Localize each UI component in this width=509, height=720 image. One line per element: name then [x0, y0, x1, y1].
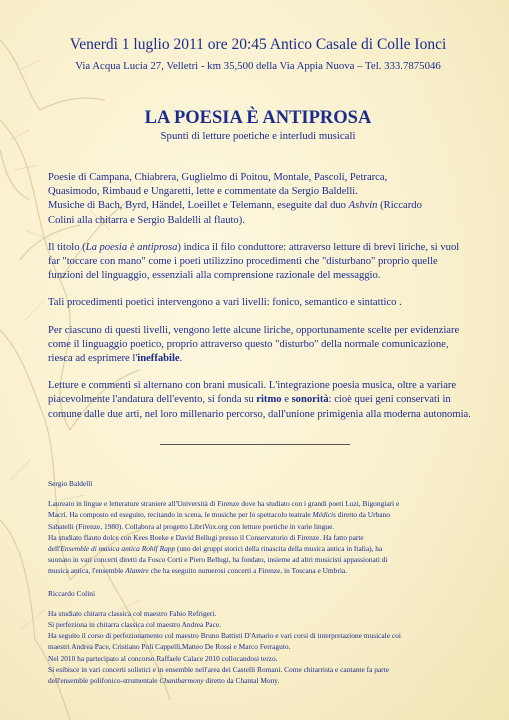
bio-line	[48, 543, 468, 554]
event-description	[48, 171, 473, 435]
bio-line: Ha seguito il corso di perfezionamento col maestro Bruno Battisti D'Amario e vari corsi di interpretazione musicale coi	[48, 631, 401, 641]
performer-bios	[48, 478, 468, 697]
text-span: diretto da Chantal Mony.	[203, 676, 280, 686]
bio-line: maestri Andrea Pace, Cristiano Poli Cappelli,Matteo De Rossi e Marco Ferraguto.	[48, 642, 291, 652]
levels-paragraph: Tali procedimenti poetici intervengono a vari livelli: fonico, semantico e sintattico .	[48, 297, 402, 309]
bio-line	[48, 509, 468, 520]
bio-name-colini: Riccardo Colini	[48, 588, 96, 598]
bio-line	[48, 565, 468, 576]
bio-line: Laureato in lingue e letterature straniere all'Università di Firenze dove ha studiato con i grandi poeti Luzi, Bigongiari e	[48, 499, 400, 509]
text-span: diretto da Urbano	[335, 510, 390, 520]
program-line: Musiche di Bach, Byrd, Händel, Loeillet e Telemann, eseguite dal duo	[48, 200, 349, 212]
program-line: Colini alla chitarra e Sergio Baldelli al flauto).	[48, 214, 245, 226]
event-title: LA POESIA È ANTIPROSA	[144, 108, 372, 128]
music-paragraph	[48, 379, 473, 422]
bio-line: Ha studiato flauto dolce con Kees Boeke e David Bellugi presso il Conservatorio di Firenze. Ha fatto parte	[48, 532, 364, 542]
title-italic: La poesia è antiprosa	[85, 241, 178, 253]
program-line: (Riccardo	[377, 200, 422, 212]
text-span: Per ciascuno di questi livelli, vengono lette alcune liriche, opportunamente scelte per evidenziare come il linguaggio poetico, proprio attraverso questo "disturbo" della normale comunicazione, riesca ad esprimere l'	[48, 324, 460, 365]
text-span: Macrì. Ha composto ed eseguito, recitando in scena, le musiche per lo spettacolo teatrale	[48, 510, 313, 520]
bio-line	[48, 675, 468, 686]
show-title: Médicis	[312, 510, 336, 520]
bio-line: Nel 2010 ha partecipato al concorso Raffaele Calace 2010 collocandosi terzo.	[48, 653, 278, 663]
text-span: (uno dei gruppi storici della rinascita della musica antica in Italia), ha	[175, 544, 383, 554]
bio-line: Si esibisce in vari concerti solistici e in ensemble nell'area dei Castelli Romani. Come chitarrista e cantante fa parte	[48, 664, 389, 674]
bio-line: Ha studiato chitarra classica col maestro Fabio Refrigeri.	[48, 608, 217, 618]
sonorita-bold: sonorità	[291, 394, 329, 406]
program-line: Poesie di Campana, Chiabrera, Guglielmo di Poitou, Montale, Pascoli, Petrarca,	[48, 172, 388, 183]
program-line: Quasimodo, Rimbaud e Ungaretti, lette e commentate da Sergio Baldelli.	[48, 186, 358, 198]
text-span: Il titolo (	[48, 241, 86, 253]
levels-detail-paragraph	[48, 324, 473, 367]
text-span: : cioè quei geni conservati in comune dalle due arti, nel loro millenario percorso, dall'unione primigenia alla moderna autonomia.	[48, 394, 471, 420]
text-span: Letture e commenti si alternano con brani musicali. L'integrazione poesia musica, oltre a variare piacevolmente l'andatura dell'evento, si fonda su	[48, 380, 457, 406]
bio-name-baldelli: Sergio Baldelli	[48, 479, 93, 488]
ensemble-name: Ensemble di musica antica Rohlf Rapp	[60, 544, 176, 554]
title-paragraph	[48, 241, 473, 284]
event-date-venue: Venerdì 1 luglio 2011 ore 20:45 Antico Casale di Colle Ionci	[69, 36, 447, 53]
ritmo-bold: ritmo	[256, 394, 282, 406]
program-paragraph	[48, 171, 473, 228]
bio-colini	[48, 608, 468, 686]
ensemble-name: Alamire	[125, 566, 149, 576]
text-span: dell'ensemble polifonico-strumentale	[48, 676, 160, 686]
ineffabile-bold: ineffabile	[137, 353, 180, 365]
text-span: che ha eseguito numerosi concerti a Firenze, in Toscana e Umbria.	[148, 566, 348, 576]
bio-line: Sabatelli (Firenze, 1980). Collabora al progetto LibriVox.org con letture poetiche in varie lingue.	[48, 521, 335, 531]
text-span: e	[281, 394, 292, 406]
event-address: Via Acqua Lucia 27, Velletri - km 35,500 della Via Appia Nuova – Tel. 333.7875046	[75, 60, 441, 72]
ensemble-name: Chantharmony	[159, 676, 204, 686]
event-subtitle: Spunti di letture poetiche e interludi musicali	[160, 130, 356, 142]
duo-name: Ashvin	[348, 200, 378, 212]
text-span: .	[179, 353, 183, 365]
text-span: dell'	[48, 544, 61, 554]
text-span: ) indica il filo conduttore: attraverso letture di brevi liriche, si vuol far "toccare con mano" come i poeti utilizzino procedimenti che "disturbano" proprio quelle funzioni del linguaggio, essenziali alla comprensione razionale del messaggio.	[48, 241, 460, 282]
bio-baldelli	[48, 498, 468, 576]
section-divider	[160, 444, 350, 445]
bio-line: suonato in vari concerti diretti da Fosco Corti e Piero Bellugi, ha fondato, insieme ad altri musicisti appassionati di	[48, 555, 388, 565]
bio-line: Si perfeziona in chitarra classica col maestro Andrea Pace.	[48, 620, 221, 630]
text-span: musica antica, l'ensemble	[48, 566, 126, 576]
